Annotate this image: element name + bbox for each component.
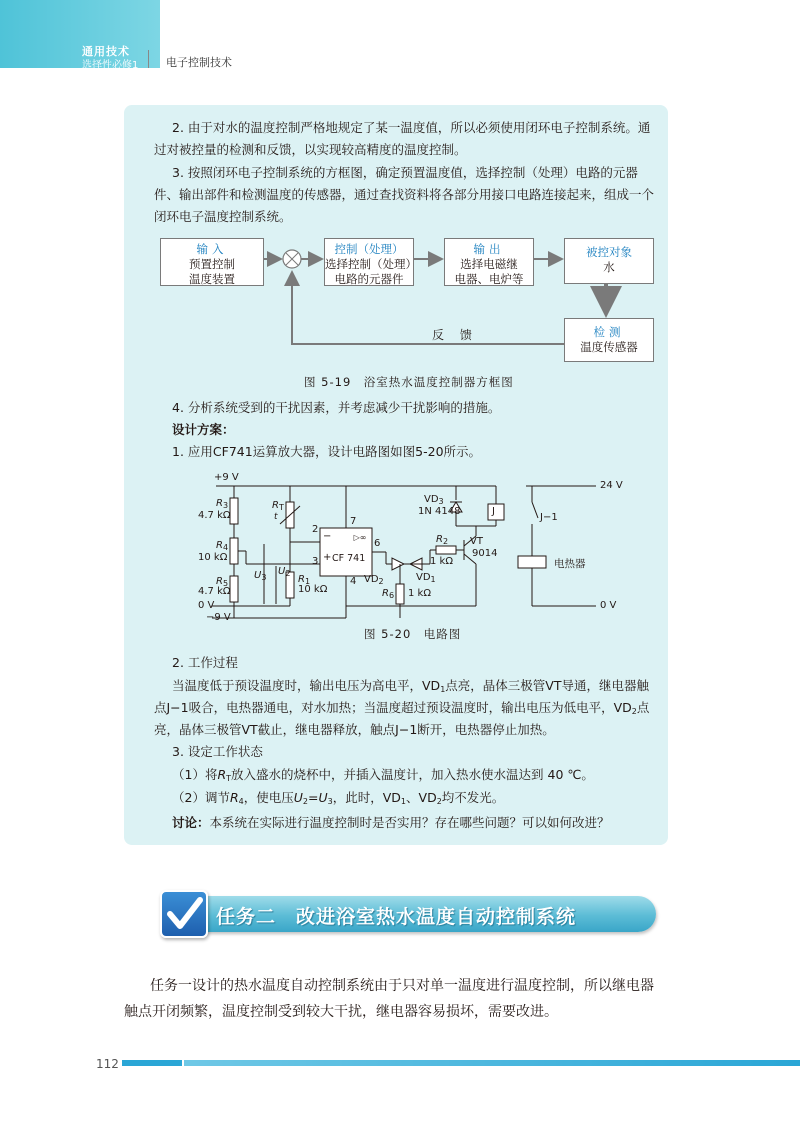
header-strip	[160, 0, 800, 68]
output-desc2: 电器、电炉等	[454, 272, 524, 286]
book-subtitle-text: 选择性必修1	[82, 60, 139, 71]
control-box	[324, 238, 417, 286]
label-r5-val: 4.7 kΩ	[198, 586, 231, 597]
item3-line2: 件、输出部件和检测温度的传感器，通过查找资料将各部分用接口电路连接起来，组成一个	[154, 187, 655, 202]
item3-line1: 3. 按照闭环电子控制系统的方框图，确定预置温度值，选择控制（处理）电路的元器	[172, 165, 638, 180]
control-title: 控制（处理）	[334, 242, 404, 256]
opamp-symbol: ▷∞	[353, 533, 367, 542]
plant-box	[564, 238, 654, 284]
process-line1: 当温度低于预设温度时，输出电压为高电平，$VD_1$点亮，晶体三极管VT导通，继电器触	[172, 678, 649, 694]
label-r1-val: 10 kΩ	[298, 584, 328, 595]
setup-step1: （1）将$R_T$放入盛水的烧杯中，并插入温度计，加入热水使水温达到 40 ℃。	[172, 767, 594, 783]
chapter-title: 电子控制技术	[166, 56, 232, 69]
label-rt: $R_T$	[272, 500, 284, 512]
label-r3: $R_3$	[216, 498, 229, 510]
output-box	[444, 238, 534, 286]
input-desc2: 温度装置	[189, 272, 235, 286]
circuit-diagram	[160, 472, 640, 628]
book-title: 通用技术	[82, 45, 130, 58]
book-subtitle	[82, 56, 138, 71]
task-title: 任务二 改进浴室热水温度自动控制系统	[216, 906, 577, 928]
label-contact: J−1	[540, 512, 558, 523]
label-relay: J	[492, 506, 495, 517]
input-box	[160, 238, 264, 286]
output-desc1: 选择电磁继	[460, 257, 518, 271]
footer-bar-left	[122, 1060, 182, 1066]
plant-desc: 水	[603, 260, 615, 274]
sensor-desc: 温度传感器	[580, 340, 638, 354]
label-vt: VT	[470, 536, 483, 547]
resistor-r6	[396, 584, 404, 604]
label-neg9v: −9 V	[206, 612, 231, 623]
input-title: 输入	[196, 242, 228, 256]
label-r2-val: 1 kΩ	[430, 556, 453, 567]
control-desc1: 选择控制（处理）	[325, 257, 417, 271]
label-r6-val: 1 kΩ	[408, 588, 431, 599]
label-24v: 24 V	[600, 480, 623, 491]
heater-element	[518, 556, 546, 568]
discussion	[172, 812, 662, 834]
design-step1: 1. 应用CF741运算放大器，设计电路图如图5-20所示。	[172, 444, 482, 459]
label-pos9v: +9 V	[214, 472, 239, 483]
page-number: 112	[96, 1057, 119, 1071]
discussion-label: 讨论：	[172, 815, 210, 830]
relay-contact	[532, 502, 538, 518]
label-r5: $R_5$	[216, 576, 229, 588]
label-pin6: 6	[374, 538, 381, 549]
label-r2: $R_2$	[436, 534, 449, 546]
led-vd2	[392, 558, 404, 570]
item2-line1: 2. 由于对水的温度控制严格地规定了某一温度值，所以必须使用闭环电子控制系统。通	[172, 120, 651, 135]
label-vd1: $VD_1$	[416, 572, 436, 584]
label-r4: $R_4$	[216, 540, 229, 552]
design-heading: 设计方案：	[172, 422, 235, 437]
label-u3: $U_3$	[254, 570, 267, 582]
body-line2: 触点开闭频繁，温度控制受到较大干扰，继电器容易损坏，需要改进。	[124, 1004, 558, 1020]
sensor-title: 检测	[593, 325, 625, 339]
label-vd3-part: 1N 4148	[418, 506, 461, 517]
item3-line3: 闭环电子温度控制系统。	[154, 209, 292, 224]
label-pin4: 4	[350, 576, 357, 587]
label-0v: 0 V	[198, 600, 215, 611]
footer-bar-right	[184, 1060, 800, 1066]
label-minus: −	[323, 531, 332, 542]
process-line2: 点J−1吸合，电热器通电，对水加热；当温度超过预设温度时，输出电压为低电平，$VD_2$点	[154, 700, 650, 716]
resistor-r5	[230, 576, 238, 602]
process-heading: 2. 工作过程	[172, 655, 238, 670]
resistor-r4	[230, 538, 238, 564]
item2-line2: 过对被控量的检测和反馈，以实现较高精度的温度控制。	[154, 142, 467, 157]
label-r6: $R_6$	[382, 588, 395, 600]
header-divider	[148, 50, 149, 68]
setup-step2: （2）调节$R_4$，使电压$U_2=U_3$，此时，$VD_1$、$VD_2$均不发光。	[172, 790, 505, 806]
relay-coil	[488, 504, 504, 520]
checkmark-glyph	[162, 892, 206, 936]
label-r1: $R_1$	[298, 574, 311, 586]
label-r3-val: 4.7 kΩ	[198, 510, 231, 521]
label-vt-part: 9014	[472, 548, 498, 559]
feedback-label: 反 馈	[432, 328, 478, 342]
block-diagram	[150, 232, 670, 372]
circuit-wires	[160, 478, 640, 628]
label-r4-val: 10 kΩ	[198, 552, 228, 563]
label-pin7: 7	[350, 516, 357, 527]
process-line3: 亮，晶体三极管VT截止，继电器释放，触点J−1断开，电热器停止加热。	[154, 722, 555, 737]
plant-title: 被控对象	[586, 245, 632, 259]
setup-heading: 3. 设定工作状态	[172, 744, 263, 759]
checkmark-icon	[160, 890, 208, 938]
label-pin3: 3	[312, 556, 319, 567]
label-pin2: 2	[312, 524, 319, 535]
item4: 4. 分析系统受到的干扰因素，并考虑减少干扰影响的措施。	[172, 400, 501, 415]
fig-5-20-caption: 图 5-20 电路图	[364, 627, 462, 641]
label-right-0v: 0 V	[600, 600, 617, 611]
label-t: t	[274, 512, 278, 522]
resistor-r3	[230, 498, 238, 524]
task-banner	[160, 890, 660, 938]
sensor-box	[564, 318, 654, 362]
label-opamp: CF 741	[332, 553, 366, 564]
body-line1: 任务一设计的热水温度自动控制系统由于只对单一温度进行温度控制，所以继电器	[150, 978, 654, 994]
control-desc2: 电路的元器件	[334, 272, 404, 286]
label-u2: $U_2$	[278, 566, 291, 578]
label-plus: +	[323, 552, 332, 563]
label-heater: 电热器	[554, 558, 586, 570]
input-desc1: 预置控制	[189, 257, 235, 271]
label-vd2: $VD_2$	[364, 574, 384, 586]
discussion-text: 本系统在实际进行温度控制时是否实用？存在哪些问题？可以如何改进？	[209, 815, 610, 830]
fig-5-19-caption: 图 5-19 浴室热水温度控制器方框图	[304, 375, 514, 389]
output-title: 输出	[473, 242, 505, 256]
label-vd3: $VD_3$	[424, 494, 444, 506]
resistor-r2	[436, 546, 456, 554]
